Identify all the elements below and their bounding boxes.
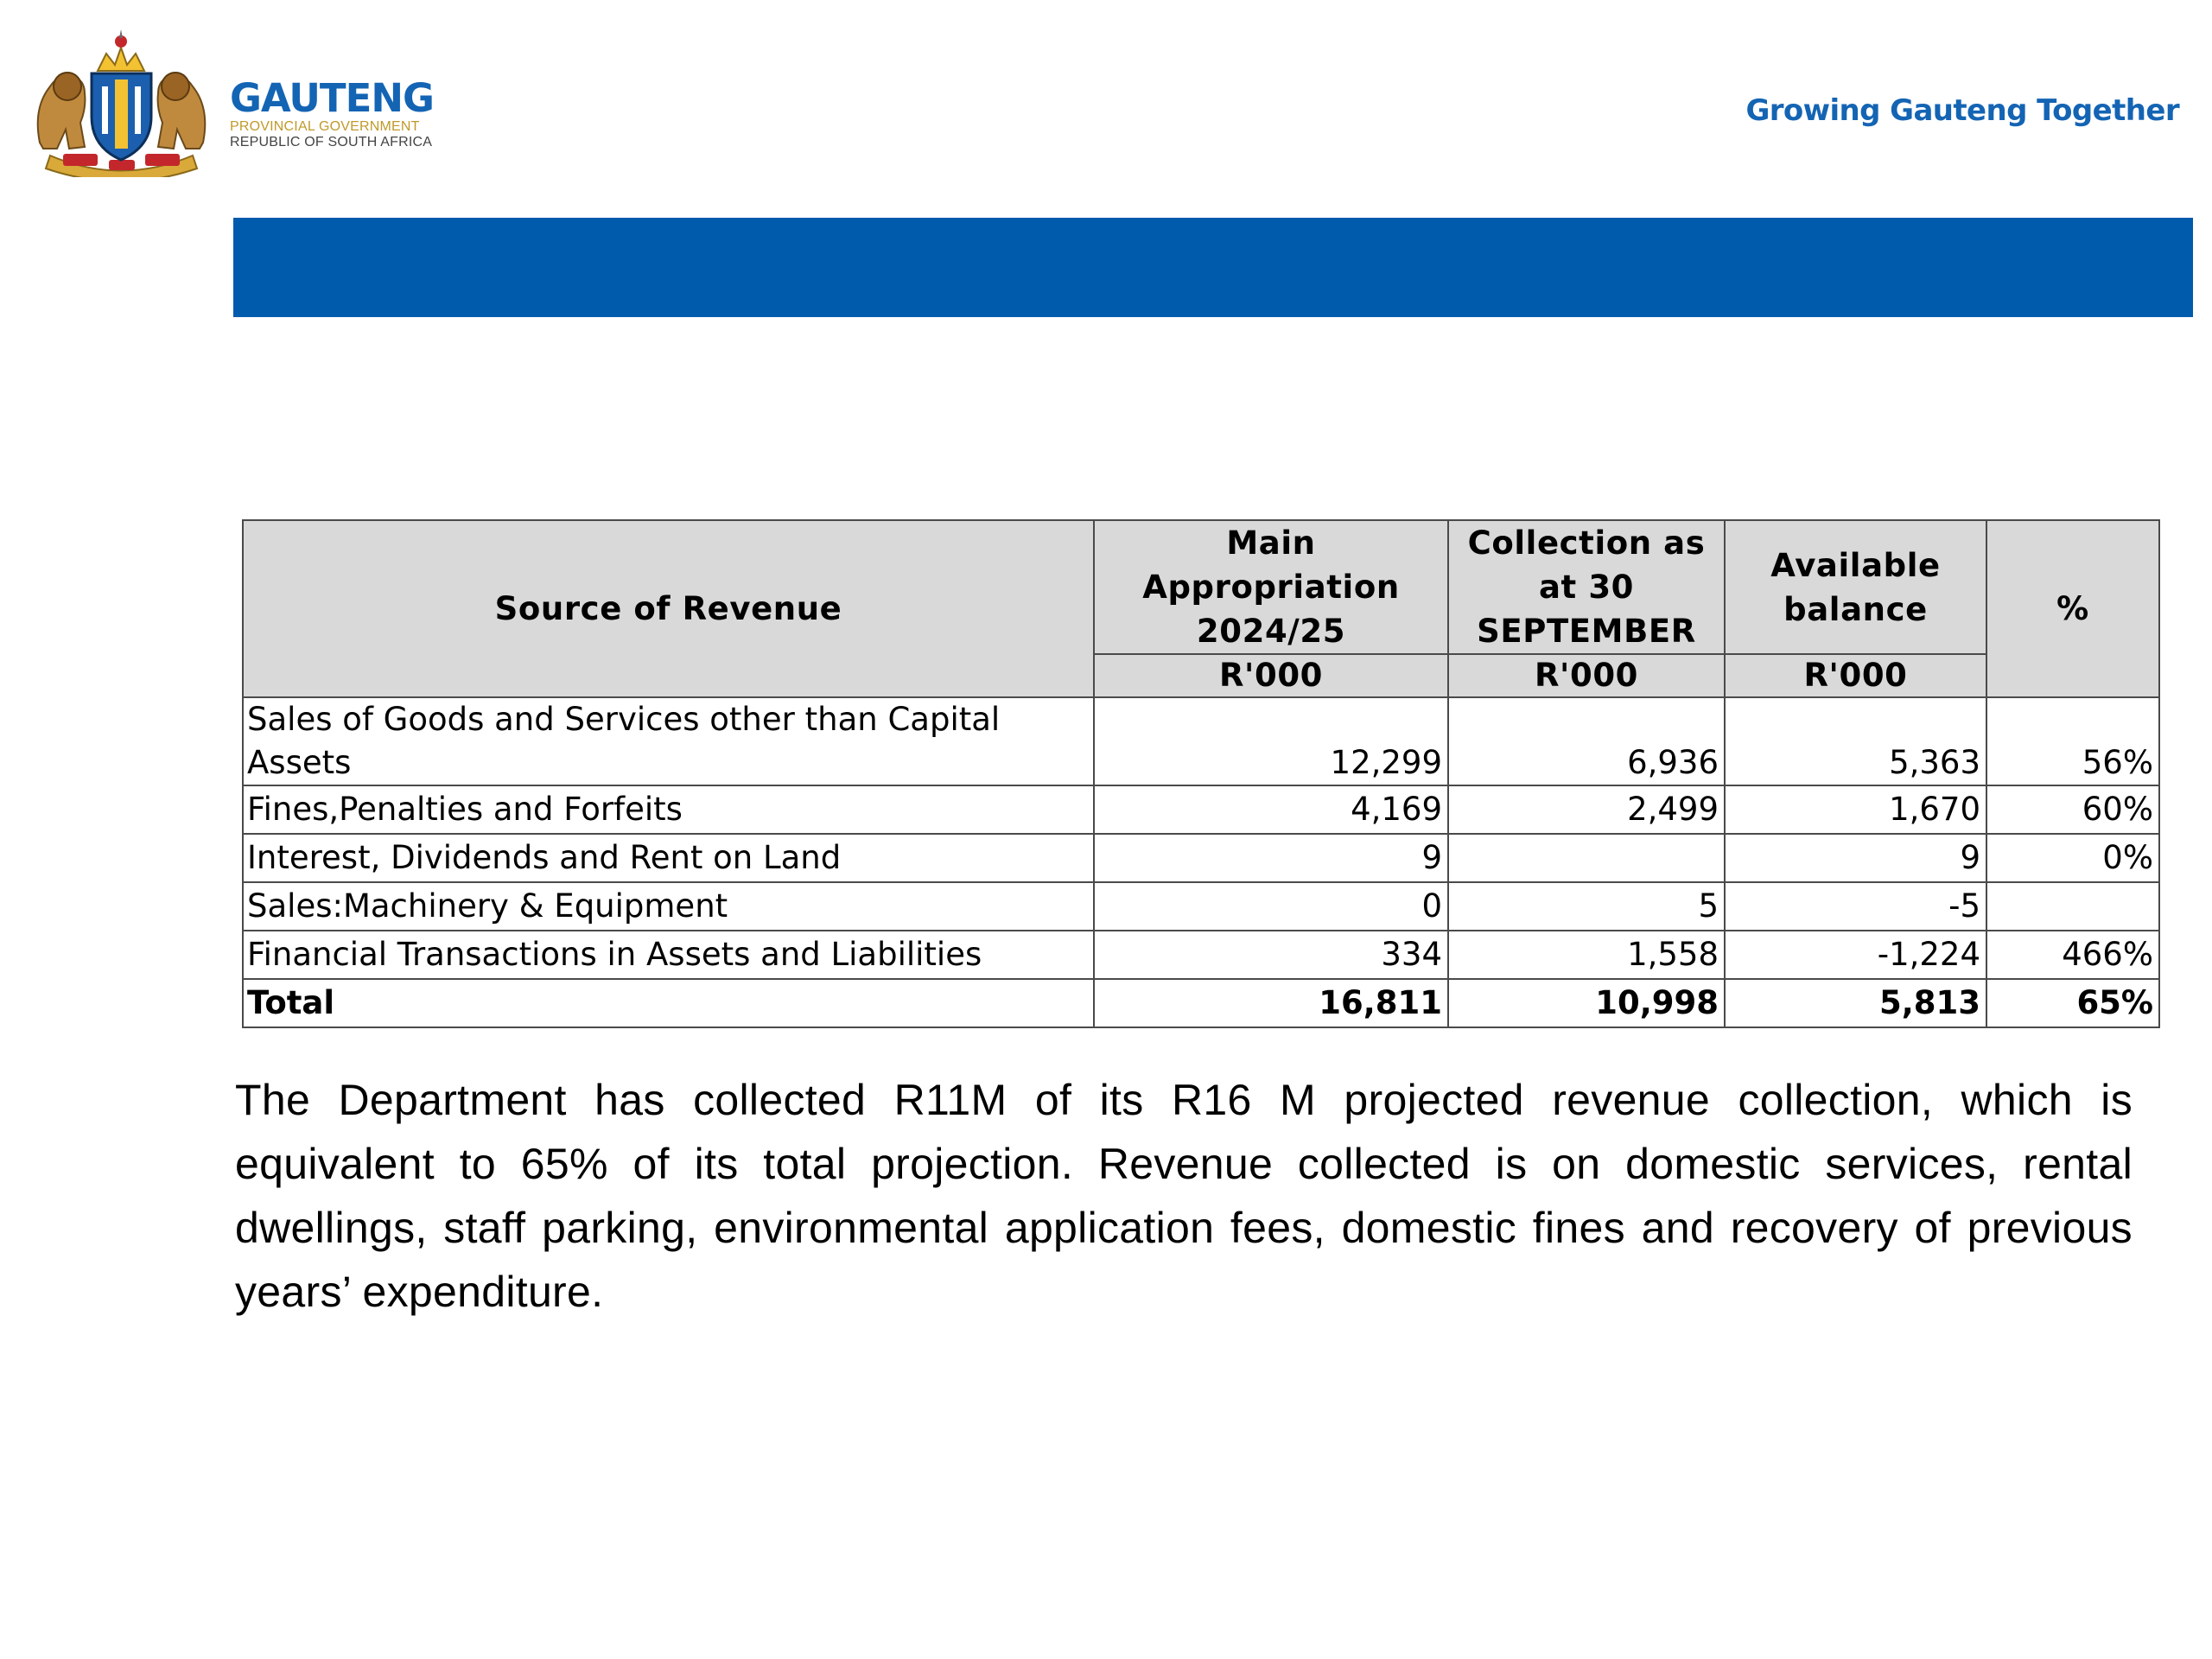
header-percent: % bbox=[1986, 520, 2159, 697]
available-balance-cell: -5 bbox=[1725, 882, 1986, 931]
revenue-table bbox=[242, 519, 2160, 1028]
header-main-appropriation: Main Appropriation 2024/25 bbox=[1094, 520, 1448, 654]
collection-cell bbox=[1448, 834, 1725, 882]
coat-of-arms-icon bbox=[24, 26, 219, 177]
available-balance-cell: 5,363 bbox=[1725, 697, 1986, 785]
header-unit: R'000 bbox=[1725, 654, 1986, 697]
main-appropriation-cell: 4,169 bbox=[1094, 785, 1448, 834]
percent-cell: 466% bbox=[1986, 931, 2159, 979]
source-cell: Fines,Penalties and Forfeits bbox=[243, 785, 1094, 834]
collection-cell: 1,558 bbox=[1448, 931, 1725, 979]
main-appropriation-cell: 0 bbox=[1094, 882, 1448, 931]
collection-cell: 5 bbox=[1448, 882, 1725, 931]
header-collection: Collection as at 30 SEPTEMBER bbox=[1448, 520, 1725, 654]
available-balance-cell: 1,670 bbox=[1725, 785, 1986, 834]
percent-cell bbox=[1986, 882, 2159, 931]
collection-cell: 2,499 bbox=[1448, 785, 1725, 834]
available-balance-cell: 9 bbox=[1725, 834, 1986, 882]
total-main-appropriation: 16,811 bbox=[1094, 979, 1448, 1027]
main-appropriation-cell: 12,299 bbox=[1094, 697, 1448, 785]
total-row bbox=[243, 979, 2159, 1027]
logo-subtitle: PROVINCIAL GOVERNMENT bbox=[230, 119, 420, 134]
source-cell: Sales of Goods and Services other than Capital Assets bbox=[243, 697, 1094, 785]
slogan: Growing Gauteng Together bbox=[1745, 93, 2179, 128]
source-cell: Financial Transactions in Assets and Liabilities bbox=[243, 931, 1094, 979]
source-cell: Sales:Machinery & Equipment bbox=[243, 882, 1094, 931]
table-row bbox=[243, 931, 2159, 979]
table-row bbox=[243, 785, 2159, 834]
header-unit: R'000 bbox=[1448, 654, 1725, 697]
main-appropriation-cell: 9 bbox=[1094, 834, 1448, 882]
percent-cell: 0% bbox=[1986, 834, 2159, 882]
total-collection: 10,998 bbox=[1448, 979, 1725, 1027]
logo-country: REPUBLIC OF SOUTH AFRICA bbox=[230, 135, 433, 149]
available-balance-cell: -1,224 bbox=[1725, 931, 1986, 979]
total-label: Total bbox=[243, 979, 1094, 1027]
summary-paragraph: The Department has collected R11M of its R16 M projected revenue collection, which is equivalent to 65% of its total projection. Revenue collected is on domestic services, rental dwellings, staff parking, environmental application fees, domestic fines and recovery of previous years’ expenditure. bbox=[235, 1076, 2133, 1316]
logo-name: GAUTENG bbox=[230, 75, 434, 121]
source-cell: Interest, Dividends and Rent on Land bbox=[243, 834, 1094, 882]
total-available-balance: 5,813 bbox=[1725, 979, 1986, 1027]
total-percent: 65% bbox=[1986, 979, 2159, 1027]
table-row bbox=[243, 697, 2159, 785]
title-banner bbox=[233, 218, 2193, 317]
percent-cell: 56% bbox=[1986, 697, 2159, 785]
table-row bbox=[243, 882, 2159, 931]
gauteng-logo bbox=[24, 26, 439, 177]
table-row bbox=[243, 834, 2159, 882]
header-available-balance: Available balance bbox=[1725, 520, 1986, 654]
main-appropriation-cell: 334 bbox=[1094, 931, 1448, 979]
percent-cell: 60% bbox=[1986, 785, 2159, 834]
header-unit: R'000 bbox=[1094, 654, 1448, 697]
collection-cell: 6,936 bbox=[1448, 697, 1725, 785]
logo-wordmark bbox=[230, 75, 434, 150]
header-source: Source of Revenue bbox=[243, 520, 1094, 697]
